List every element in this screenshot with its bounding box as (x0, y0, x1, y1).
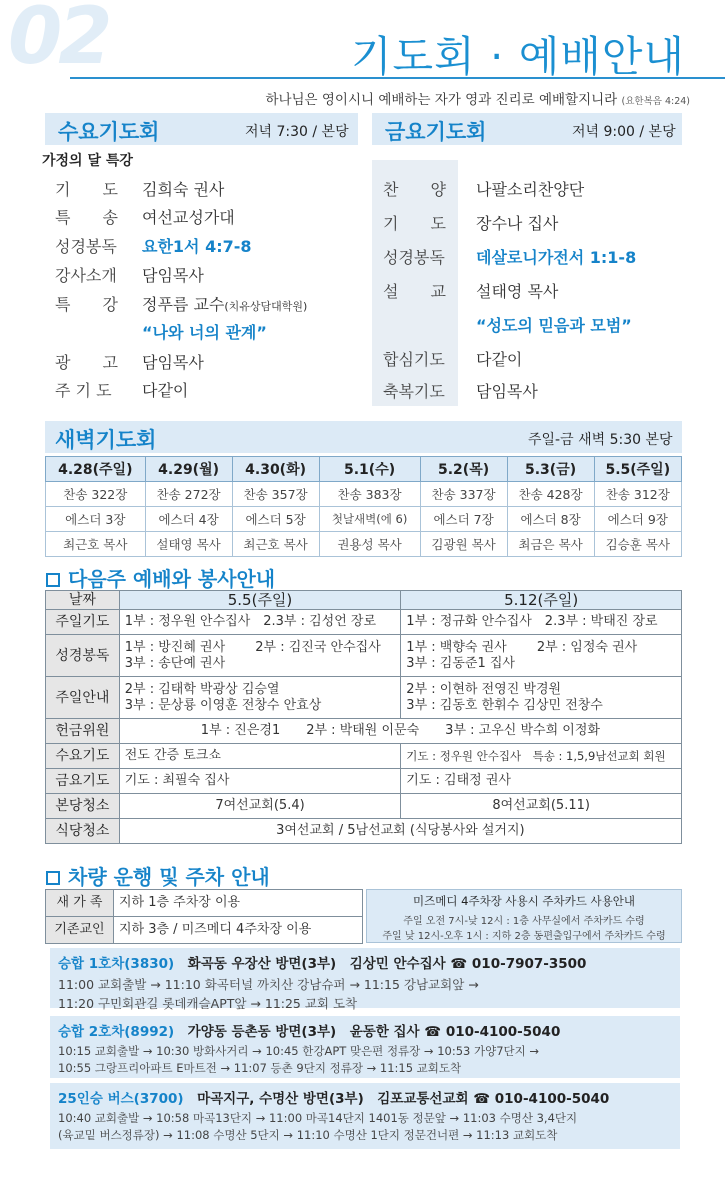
dawn-table (45, 456, 682, 557)
worship-row (46, 769, 682, 794)
cell-full: 3여선교회 / 5남선교회 (식당봉사와 설거지) (119, 819, 681, 844)
parking-card-line: 주일 낮 12시-오후 1시 : 지하 2층 동편출입구에서 주차카드 수령 (382, 931, 666, 942)
cell-b-line1: 2부 : 이현하 전영진 박경원 (406, 681, 562, 697)
dawn-date: 5.1(수) (319, 457, 420, 482)
lecture-title: “나와 너의 관계” (142, 323, 267, 342)
dawn-cell: 에스더 7장 (420, 507, 507, 532)
cell-b (401, 677, 682, 719)
cell-a (119, 635, 401, 677)
dawn-cell: 최근호 목사 (46, 532, 146, 557)
wed-value (142, 292, 307, 315)
bus-driver: 김포교통선교회 (377, 1091, 469, 1107)
dawn-hymn-row (46, 482, 682, 507)
fri-label: 성경봉독 (383, 248, 445, 267)
bus-schedule-line: 10:15 교회출발 → 10:30 방화사거리 → 10:45 한강APT 맞은편 정류장 → 10:53 가양7단지 → (58, 1044, 540, 1058)
dawn-cell: 에스더 8장 (507, 507, 594, 532)
bus-driver: 윤동한 집사 (349, 1024, 420, 1040)
bus-name: 승합 1호차(3830) (58, 956, 175, 972)
worship-row (46, 744, 682, 769)
wed-value: 김희숙 권사 (142, 180, 225, 199)
dawn-cell: 찬송 383장 (319, 482, 420, 507)
wed-value: 요한1서 4:7-8 (142, 237, 252, 256)
bus-route: 마곡지구, 수명산 방면(3부) (197, 1091, 364, 1107)
row-label: 헌금위원 (46, 719, 120, 744)
square-bullet-icon (46, 871, 60, 885)
wed-value: 담임목사 (142, 353, 204, 372)
dawn-scripture-row (46, 507, 682, 532)
dawn-date: 4.29(월) (145, 457, 232, 482)
cell-b: 기도 : 김태정 권사 (401, 769, 682, 794)
bus-phone: ☎ 010-4100-5040 (424, 1024, 561, 1040)
bus-box (50, 1016, 680, 1078)
sermon-title: “성도의 믿음과 모범” (476, 316, 632, 335)
cell-a-line1: 1부 : 방진혜 권사 2부 : 김진국 안수집사 (124, 639, 381, 655)
cell-a (119, 677, 401, 719)
parking-row (46, 917, 363, 944)
parking-table (45, 889, 363, 944)
worship-row (46, 677, 682, 719)
dawn-cell: 찬송 357장 (232, 482, 319, 507)
row-label: 성경봉독 (46, 635, 120, 677)
dawn-date: 4.30(화) (232, 457, 319, 482)
bus-title (58, 952, 680, 972)
wednesday-title: 수요기도회 (58, 120, 160, 144)
dawn-title: 새벽기도회 (55, 428, 157, 452)
bus-phone: ☎ 010-4100-5040 (473, 1091, 610, 1107)
fri-label: 합심기도 (383, 350, 445, 369)
fri-value: 장수나 집사 (476, 214, 559, 233)
page-title: 기도회 · 예배안내 (350, 32, 685, 81)
wed-value: 여선교성가대 (142, 208, 235, 227)
dawn-cell: 첫날새벽(에 6) (319, 507, 420, 532)
worship-row (46, 719, 682, 744)
wed-label: 특 송 (55, 208, 118, 227)
wed-value: 다같이 (142, 381, 189, 400)
bus-schedule-line: 11:20 구민회관길 롯데캐슬APT앞 → 11:25 교회 도착 (58, 996, 358, 1011)
cell-a: 전도 간증 토크쇼 (119, 744, 401, 769)
row-label: 본당청소 (46, 794, 120, 819)
title-divider (70, 77, 725, 79)
row-label: 금요기도 (46, 769, 120, 794)
bus-route: 가양동 등촌동 방면(3부) (187, 1024, 337, 1040)
bus-schedule-line: 10:55 그랑프리아파트 E마트전 → 11:07 등촌 9단지 정류장 → 11:15 교회도착 (58, 1061, 462, 1075)
date-col-1: 5.5(주일) (119, 591, 401, 610)
fri-label: 찬 양 (383, 180, 446, 199)
cell-b: 기도 : 정우원 안수집사 특송 : 1,5,9남선교회 회원 (401, 744, 682, 769)
dawn-cell: 찬송 322장 (46, 482, 146, 507)
wed-label: 기 도 (55, 180, 118, 199)
bus-box (50, 948, 680, 1011)
dawn-time: 주일-금 새벽 5:30 본당 (528, 432, 673, 448)
row-label: 주일기도 (46, 610, 120, 635)
date-col-2: 5.12(주일) (401, 591, 682, 610)
bus-title (58, 1087, 680, 1107)
cell-a: 1부 : 정우원 안수집사 2.3부 : 김성언 장로 (119, 610, 401, 635)
parking-title-text: 차량 운행 및 주차 안내 (68, 865, 270, 889)
parking-row (46, 890, 363, 917)
parking-value: 지하 3층 / 미즈메디 4주차장 이용 (113, 917, 362, 944)
worship-row (46, 819, 682, 844)
wed-label: 특 강 (55, 295, 118, 314)
dawn-cell: 에스더 5장 (232, 507, 319, 532)
cell-b-line1: 1부 : 백향숙 권사 2부 : 임정숙 권사 (406, 639, 638, 655)
square-bullet-icon (46, 573, 60, 587)
speaker-name: 정푸름 교수 (142, 295, 225, 314)
worship-row (46, 610, 682, 635)
dawn-cell: 최근호 목사 (232, 532, 319, 557)
wed-label: 강사소개 (55, 266, 117, 285)
cell-full: 1부 : 진은경1 2부 : 박태원 이문숙 3부 : 고우신 박수희 이정화 (119, 719, 681, 744)
wed-value: 담임목사 (142, 266, 204, 285)
fri-value: 설태영 목사 (476, 282, 559, 301)
bus-name: 25인승 버스(3700) (58, 1091, 184, 1107)
cell-a-line1: 2부 : 김태학 박광상 김승열 (124, 681, 280, 697)
wed-label: 성경봉독 (55, 237, 117, 256)
fri-value: 데살로니가전서 1:1-8 (476, 248, 637, 267)
dawn-cell: 에스더 3장 (46, 507, 146, 532)
dawn-cell: 찬송 337장 (420, 482, 507, 507)
cell-a: 7여선교회(5.4) (119, 794, 401, 819)
dawn-cell: 김광원 목사 (420, 532, 507, 557)
parking-label: 기존교인 (46, 917, 114, 944)
cell-a-line2: 3부 : 문상룡 이영훈 전창수 안효상 (124, 697, 322, 713)
cell-a: 기도 : 최필숙 집사 (119, 769, 401, 794)
fri-value: 나팔소리찬양단 (476, 180, 585, 199)
cell-b-line2: 3부 : 김동호 한휘수 김상민 전창수 (406, 697, 603, 713)
cell-b: 8여선교회(5.11) (401, 794, 682, 819)
dawn-cell: 최금은 목사 (507, 532, 594, 557)
worship-header-row (46, 591, 682, 610)
parking-card-title: 미즈메디 4주차장 사용시 주차카드 사용안내 (413, 894, 635, 908)
bus-box (50, 1083, 680, 1149)
page-number: 02 (8, 0, 109, 82)
parking-card-line: 주일 오전 7시-낮 12시 : 1층 사무실에서 주차카드 수령 (403, 916, 645, 927)
dawn-header-row (46, 457, 682, 482)
friday-title: 금요기도회 (385, 120, 487, 144)
bus-schedule-line: 11:00 교회출발 → 11:10 화곡터널 까치산 강남슈퍼 → 11:15 강남교회앞 → (58, 977, 479, 992)
dawn-pastor-row (46, 532, 682, 557)
dawn-cell: 찬송 428장 (507, 482, 594, 507)
parking-value: 지하 1층 주차장 이용 (113, 890, 362, 917)
worship-table (45, 590, 682, 844)
worship-row (46, 794, 682, 819)
wednesday-subtitle: 가정의 달 특강 (42, 153, 133, 169)
wed-label: 주 기 도 (55, 381, 112, 400)
fri-value: 담임목사 (476, 382, 538, 401)
worship-row (46, 635, 682, 677)
wednesday-time: 저녁 7:30 / 본당 (245, 124, 349, 140)
fri-label: 설 교 (383, 282, 446, 301)
dawn-cell: 찬송 272장 (145, 482, 232, 507)
bus-phone: ☎ 010-7907-3500 (450, 956, 587, 972)
verse-ref: (요한복음 4:24) (621, 96, 690, 107)
speaker-note: (치유상담대학원) (224, 300, 308, 313)
cell-a-line2: 3부 : 송단예 권사 (124, 655, 226, 671)
dawn-cell: 권용성 목사 (319, 532, 420, 557)
cell-b (401, 635, 682, 677)
friday-time: 저녁 9:00 / 본당 (572, 124, 676, 140)
bus-driver: 김상민 안수집사 (349, 956, 446, 972)
parking-section-title (46, 861, 270, 890)
dawn-cell: 김승훈 목사 (594, 532, 681, 557)
bus-schedule-line: 10:40 교회출발 → 10:58 마곡13단지 → 11:00 마곡14단지 1401동 정문앞 → 11:03 수명산 3,4단지 (58, 1111, 578, 1125)
bus-schedule-line: (육교밑 버스정류장) → 11:08 수명산 5단지 → 11:10 수명산 1단지 정문건너편 → 11:13 교회도착 (58, 1128, 558, 1142)
dawn-cell: 에스더 9장 (594, 507, 681, 532)
row-label: 식당청소 (46, 819, 120, 844)
bus-route: 화곡동 우장산 방면(3부) (187, 956, 337, 972)
dawn-date: 5.5(주일) (594, 457, 681, 482)
dawn-date: 5.2(목) (420, 457, 507, 482)
dawn-date: 4.28(주일) (46, 457, 146, 482)
date-header: 날짜 (46, 591, 120, 610)
row-label: 주일안내 (46, 677, 120, 719)
worship-section-title (46, 563, 275, 592)
bus-title (58, 1020, 680, 1040)
fri-value: 다같이 (476, 350, 523, 369)
worship-title-text: 다음주 예배와 봉사안내 (68, 567, 276, 591)
bus-name: 승합 2호차(8992) (58, 1024, 175, 1040)
parking-label: 새 가 족 (46, 890, 114, 917)
cell-b-line2: 3부 : 김동준1 집사 (406, 655, 515, 671)
cell-b: 1부 : 정규화 안수집사 2.3부 : 박태진 장로 (401, 610, 682, 635)
dawn-cell: 에스더 4장 (145, 507, 232, 532)
wed-label: 광 고 (55, 353, 118, 372)
parking-card-box (366, 889, 682, 943)
fri-label: 축복기도 (383, 382, 445, 401)
verse-text: 하나님은 영이시니 예배하는 자가 영과 진리로 예배할지니라 (265, 92, 618, 108)
row-label: 수요기도 (46, 744, 120, 769)
dawn-cell: 찬송 312장 (594, 482, 681, 507)
dawn-date: 5.3(금) (507, 457, 594, 482)
fri-label: 기 도 (383, 214, 446, 233)
dawn-cell: 설태영 목사 (145, 532, 232, 557)
bible-verse (265, 88, 690, 108)
